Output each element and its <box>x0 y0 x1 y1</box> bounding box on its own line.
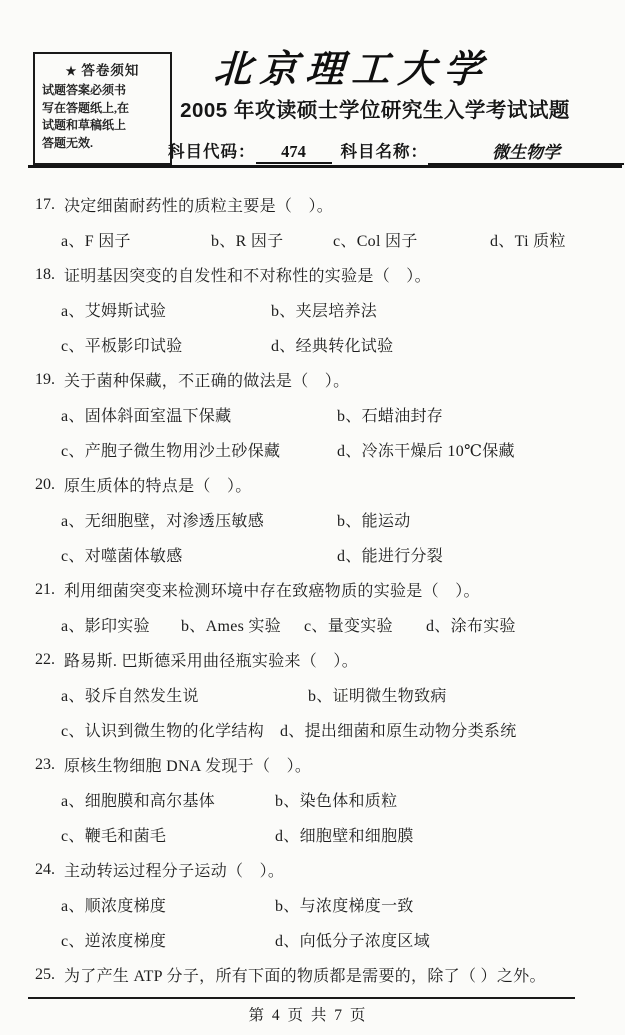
notice-line: 答题无效. <box>42 135 94 150</box>
question-21 <box>0 572 625 642</box>
subject-name-label: 科目名称： <box>340 142 428 161</box>
subject-name-value: 微生物学 <box>428 138 624 165</box>
options-row <box>0 432 625 467</box>
option-b: b、证明微生物致病 <box>308 688 447 705</box>
question-text: 证明基因突变的自发性和不对称性的实验是（ ）。 <box>64 268 431 285</box>
question-text: 路易斯. 巴斯德采用曲径瓶实验来（ ）。 <box>64 653 359 670</box>
option-d: d、向低分子浓度区域 <box>275 933 431 950</box>
question-stem <box>0 747 625 782</box>
question-17 <box>0 187 625 257</box>
option-b: b、石蜡油封存 <box>337 408 444 425</box>
question-stem <box>0 957 625 992</box>
question-23 <box>0 747 625 852</box>
exam-subtitle: 2005 年攻读硕士学位研究生入学考试试题 <box>180 99 570 122</box>
page-number-footer: 第 4 页 共 7 页 <box>248 1007 368 1024</box>
options-row <box>0 887 625 922</box>
option-b: b、Ames 实验 <box>181 618 282 635</box>
option-d: d、Ti 质粒 <box>490 233 566 250</box>
question-number: 25. <box>35 965 55 983</box>
question-20 <box>0 467 625 572</box>
options-row <box>0 222 625 257</box>
option-a: a、固体斜面室温下保藏 <box>61 408 232 425</box>
question-25 <box>0 957 625 992</box>
options-row <box>0 677 625 712</box>
question-stem <box>0 467 625 502</box>
option-c: c、认识到微生物的化学结构 <box>61 723 265 740</box>
question-number: 17. <box>35 195 55 213</box>
option-a: a、无细胞壁，对渗透压敏感 <box>61 513 265 530</box>
option-c: c、Col 因子 <box>333 233 418 250</box>
notice-line: 试题和草稿纸上 <box>42 118 127 133</box>
university-title: 北京理工大学 <box>212 49 491 91</box>
options-row <box>0 782 625 817</box>
notice-line: 试题答案必须书 <box>42 83 127 97</box>
options-row <box>0 502 625 537</box>
question-stem <box>0 642 625 677</box>
question-text: 主动转运过程分子运动（ ）。 <box>64 863 285 880</box>
header-rule <box>28 165 622 168</box>
option-b: b、染色体和质粒 <box>275 793 398 810</box>
option-a: a、驳斥自然发生说 <box>61 688 199 705</box>
question-number: 22. <box>35 650 55 668</box>
question-text: 关于菌种保藏，不正确的做法是（ ）。 <box>64 373 350 390</box>
question-number: 23. <box>35 755 55 773</box>
options-row <box>0 607 625 642</box>
star-icon: ★ <box>65 64 78 78</box>
option-a: a、细胞膜和高尔基体 <box>61 793 216 810</box>
options-row <box>0 817 625 852</box>
option-b: b、能运动 <box>337 513 411 530</box>
notice-title-text: 答卷须知 <box>81 63 140 78</box>
subject-code-label: 科目代码： <box>168 142 256 161</box>
question-text: 原生质体的特点是（ ）。 <box>64 478 252 495</box>
question-stem <box>0 852 625 887</box>
question-24 <box>0 852 625 957</box>
question-stem <box>0 257 625 292</box>
option-a: a、顺浓度梯度 <box>61 898 167 915</box>
question-number: 21. <box>35 580 55 598</box>
question-22 <box>0 642 625 747</box>
question-text: 决定细菌耐药性的质粒主要是（ ）。 <box>64 198 334 215</box>
option-a: a、艾姆斯试验 <box>61 303 167 320</box>
subject-code-value: 474 <box>256 142 332 164</box>
option-c: c、对噬菌体敏感 <box>61 548 183 565</box>
question-list <box>0 187 625 992</box>
option-c: c、量变实验 <box>304 618 393 635</box>
option-a: a、影印实验 <box>61 618 150 635</box>
question-stem <box>0 362 625 397</box>
option-c: c、鞭毛和菌毛 <box>61 828 167 845</box>
question-number: 18. <box>35 265 55 283</box>
question-number: 24. <box>35 860 55 878</box>
question-number: 20. <box>35 475 55 493</box>
question-text: 利用细菌突变来检测环境中存在致癌物质的实验是（ ）。 <box>64 583 480 600</box>
option-b: b、R 因子 <box>211 233 284 250</box>
options-row <box>0 537 625 572</box>
option-b: b、夹层培养法 <box>271 303 378 320</box>
subject-row <box>168 137 624 163</box>
option-c: c、产胞子微生物用沙土砂保藏 <box>61 443 281 460</box>
question-number: 19. <box>35 370 55 388</box>
options-row <box>0 292 625 327</box>
option-c: c、平板影印试验 <box>61 338 183 355</box>
question-text: 原核生物细胞 DNA 发现于（ ）。 <box>64 758 312 775</box>
option-d: d、能进行分裂 <box>337 548 444 565</box>
option-d: d、经典转化试验 <box>271 338 394 355</box>
option-d: d、细胞壁和细胞膜 <box>275 828 414 845</box>
footer-rule <box>28 997 575 999</box>
question-text: 为了产生 ATP 分子，所有下面的物质都是需要的，除了（ ）之外。 <box>64 968 546 985</box>
option-a: a、F 因子 <box>61 233 131 250</box>
option-d: d、提出细菌和原生动物分类系统 <box>280 723 517 740</box>
notice-line: 写在答题纸上,在 <box>42 100 130 115</box>
options-row <box>0 397 625 432</box>
question-stem <box>0 572 625 607</box>
option-c: c、逆浓度梯度 <box>61 933 167 950</box>
option-d: d、涂布实验 <box>426 618 516 635</box>
options-row <box>0 327 625 362</box>
options-row <box>0 712 625 747</box>
options-row <box>0 922 625 957</box>
question-19 <box>0 362 625 467</box>
question-stem <box>0 187 625 222</box>
question-18 <box>0 257 625 362</box>
option-d: d、冷冻干燥后 10℃保藏 <box>337 443 515 460</box>
option-b: b、与浓度梯度一致 <box>275 898 414 915</box>
